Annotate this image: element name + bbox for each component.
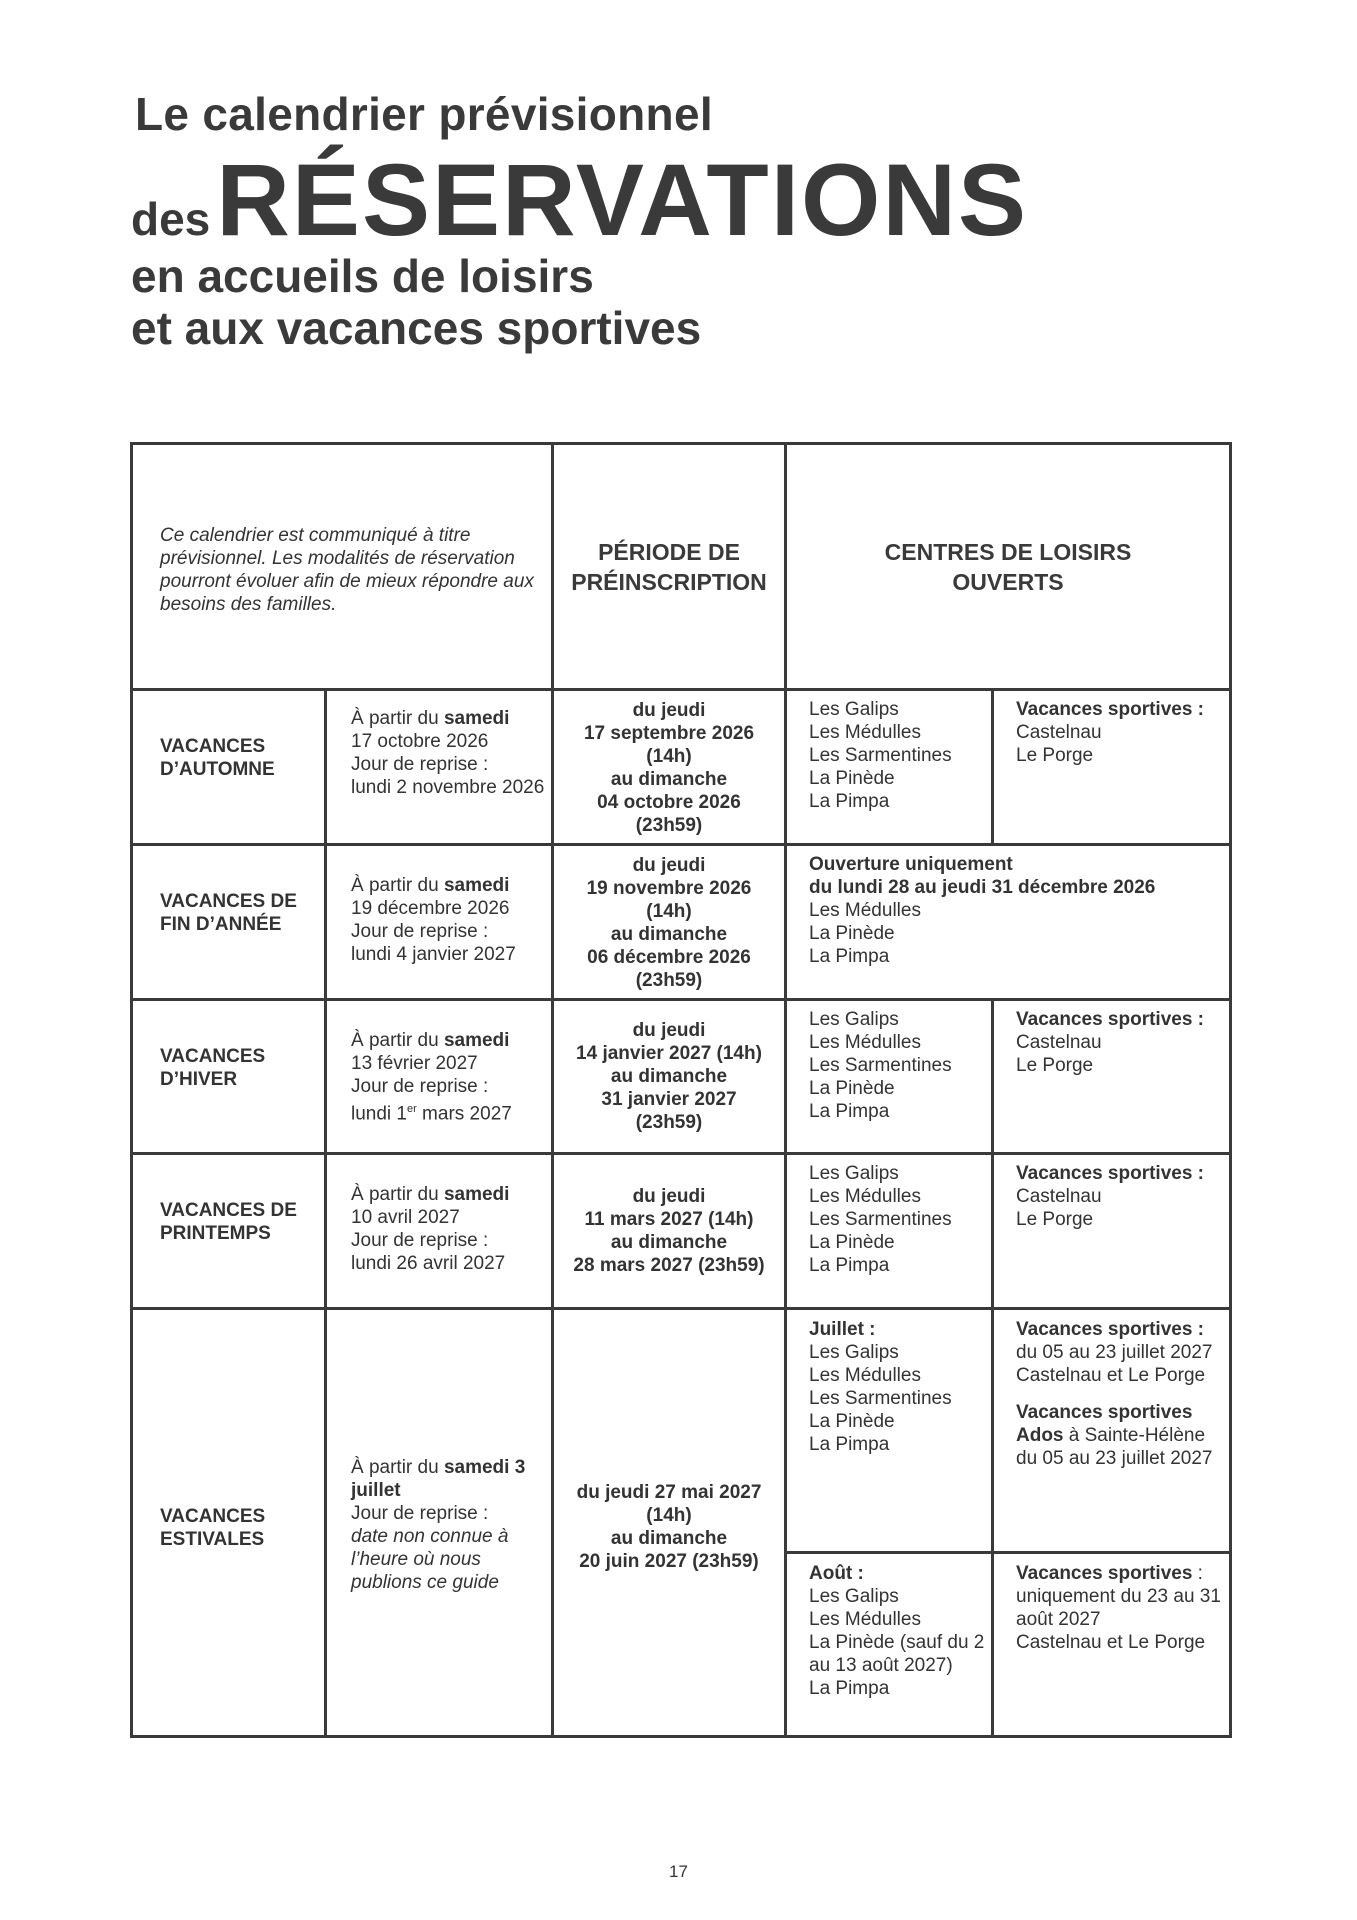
dates-cell [351, 1456, 546, 1594]
sport-cell: Vacances sportives : Castelnau Le Porge [1016, 1009, 1204, 1076]
centres-list [809, 853, 1229, 968]
start-date: 17 octobre 2026 [351, 731, 489, 752]
list-item: La Pinède [809, 1078, 895, 1099]
return-label: Jour de reprise : [351, 754, 489, 775]
header-centres: CENTRES DE LOISIRS OUVERTS [884, 539, 1132, 595]
dates-cell [351, 1183, 546, 1275]
list-item: La Pinède [809, 1411, 895, 1432]
return-date: lundi 4 janvier 2027 [351, 944, 516, 965]
list-item: Les Sarmentines [809, 745, 952, 766]
august-sport-cell: Vacances sportives : uniquement du 23 au 31 août 2027 Castelnau et Le Porge [1016, 1563, 1221, 1653]
list-item: La Pimpa [809, 791, 890, 812]
dates-cell [351, 1029, 546, 1125]
list-item: La Pimpa [809, 1434, 890, 1455]
period-cell: du jeudi 11 mars 2027 (14h) au dimanche 28 mars 2027 (23h59) [573, 1186, 765, 1276]
grid-line [787, 1551, 1229, 1554]
list-item: Les Galips [809, 1009, 899, 1030]
grid-line [991, 688, 994, 843]
period-cell: du jeudi 27 mai 2027 (14h) au dimanche 20 juin 2027 (23h59) [576, 1482, 762, 1572]
list-item: Les Médulles [809, 1186, 921, 1207]
start-line: À partir du samedi [351, 1030, 510, 1051]
grid-line [133, 1152, 1229, 1155]
list-item: La Pimpa [809, 946, 890, 967]
start-date: 13 février 2027 [351, 1053, 478, 1074]
return-label: Jour de reprise : [351, 921, 489, 942]
august-centres: Août : Les Galips Les Médulles La Pinède (sauf du 2 au 13 août 2027) La Pimpa [809, 1562, 989, 1700]
heading-line3: en accueils de loisirs [131, 250, 594, 302]
list-item: Les Galips [809, 699, 899, 720]
return-label: Jour de reprise : [351, 1076, 489, 1097]
heading-line4: et aux vacances sportives [131, 302, 702, 354]
list-item: Les Médulles [809, 722, 921, 743]
sport-cell: Vacances sportives : Castelnau Le Porge [1016, 699, 1204, 766]
opening-title: Ouverture uniquement [809, 854, 1013, 875]
heading-line1: Le calendrier prévisionnel [135, 88, 713, 140]
centres-list [809, 1008, 989, 1123]
list-item: Les Sarmentines [809, 1209, 952, 1230]
list-item: La Pimpa [809, 1255, 890, 1276]
page-heading [131, 86, 1231, 354]
season-label: VACANCES D’HIVER [160, 1046, 266, 1090]
list-item: Les Galips [809, 1342, 899, 1363]
start-line: À partir du samedi [351, 708, 510, 729]
grid-line [133, 843, 1229, 846]
period-cell: du jeudi 14 janvier 2027 (14h) au dimanche 31 janvier 2027 (23h59) [576, 1020, 762, 1133]
centres-list [809, 1162, 989, 1277]
list-item: Les Médulles [809, 1365, 921, 1386]
list-item: La Pinède [809, 768, 895, 789]
heading-reservations: RÉSERVATIONS [216, 143, 1029, 257]
start-line: À partir du samedi [351, 875, 510, 896]
list-item: La Pinède [809, 1232, 895, 1253]
opening-dates: du lundi 28 au jeudi 31 décembre 2026 [809, 877, 1156, 898]
list-item: Les Médulles [809, 900, 921, 921]
grid-line [991, 998, 994, 1735]
grid-line [133, 688, 1229, 691]
list-item: Les Médulles [809, 1609, 921, 1630]
list-item: La Pinède (sauf du 2 au 13 août 2027) [809, 1632, 985, 1676]
list-item: Les Médulles [809, 1032, 921, 1053]
return-date: lundi 1er mars 2027 [351, 1103, 512, 1125]
heading-line2 [131, 143, 1231, 257]
return-date: lundi 26 avril 2027 [351, 1253, 506, 1274]
grid-line [133, 998, 1229, 1001]
dates-cell [351, 707, 546, 799]
dates-cell [351, 874, 546, 966]
list-item: Les Galips [809, 1163, 899, 1184]
return-note: date non connue à l’heure où nous publions ce guide [351, 1526, 509, 1593]
season-label: VACANCES D’AUTOMNE [160, 736, 275, 780]
period-cell: du jeudi 17 septembre 2026 (14h) au dimanche 04 octobre 2026 (23h59) [583, 700, 755, 836]
list-item: Les Sarmentines [809, 1388, 952, 1409]
sport-cell: Vacances sportives : Castelnau Le Porge [1016, 1163, 1204, 1230]
heading-des: des [131, 193, 211, 245]
reservation-calendar-table [130, 442, 1232, 1738]
july-centres: Juillet : Les Galips Les Médulles Les Sarmentines La Pinède La Pimpa [809, 1318, 989, 1456]
grid-line [784, 445, 787, 1735]
centres-list [809, 698, 989, 813]
july-sport-cell: Vacances sportives : du 05 au 23 juillet 2027 Castelnau et Le Porge Vacances sportives Ados à Sainte-Hélène du 05 au 23 juillet 2027 [1016, 1319, 1213, 1469]
list-item: La Pinède [809, 923, 895, 944]
start-line: À partir du samedi [351, 1184, 510, 1205]
list-item: Les Galips [809, 1586, 899, 1607]
list-item: Les Sarmentines [809, 1055, 952, 1076]
grid-line [133, 1307, 1229, 1310]
page-number: 17 [669, 1862, 688, 1881]
season-label: VACANCES ESTIVALES [160, 1506, 266, 1550]
return-label: Jour de reprise : [351, 1503, 489, 1524]
header-period: PÉRIODE DE PRÉINSCRIPTION [571, 539, 767, 595]
return-date: lundi 2 novembre 2026 [351, 777, 545, 798]
start-line: À partir du samedi 3 juillet [351, 1457, 526, 1501]
list-item: La Pimpa [809, 1678, 890, 1699]
list-item: La Pimpa [809, 1101, 890, 1122]
season-label: VACANCES DE PRINTEMPS [160, 1200, 297, 1244]
start-date: 19 décembre 2026 [351, 898, 510, 919]
start-date: 10 avril 2027 [351, 1207, 460, 1228]
return-label: Jour de reprise : [351, 1230, 489, 1251]
intro-note: Ce calendrier est communiqué à titre prévisionnel. Les modalités de réservation pourront évoluer afin de mieux répondre aux besoins des familles. [160, 525, 534, 615]
season-label: VACANCES DE FIN D’ANNÉE [160, 891, 297, 935]
period-cell: du jeudi 19 novembre 2026 (14h) au dimanche 06 décembre 2026 (23h59) [586, 855, 752, 991]
